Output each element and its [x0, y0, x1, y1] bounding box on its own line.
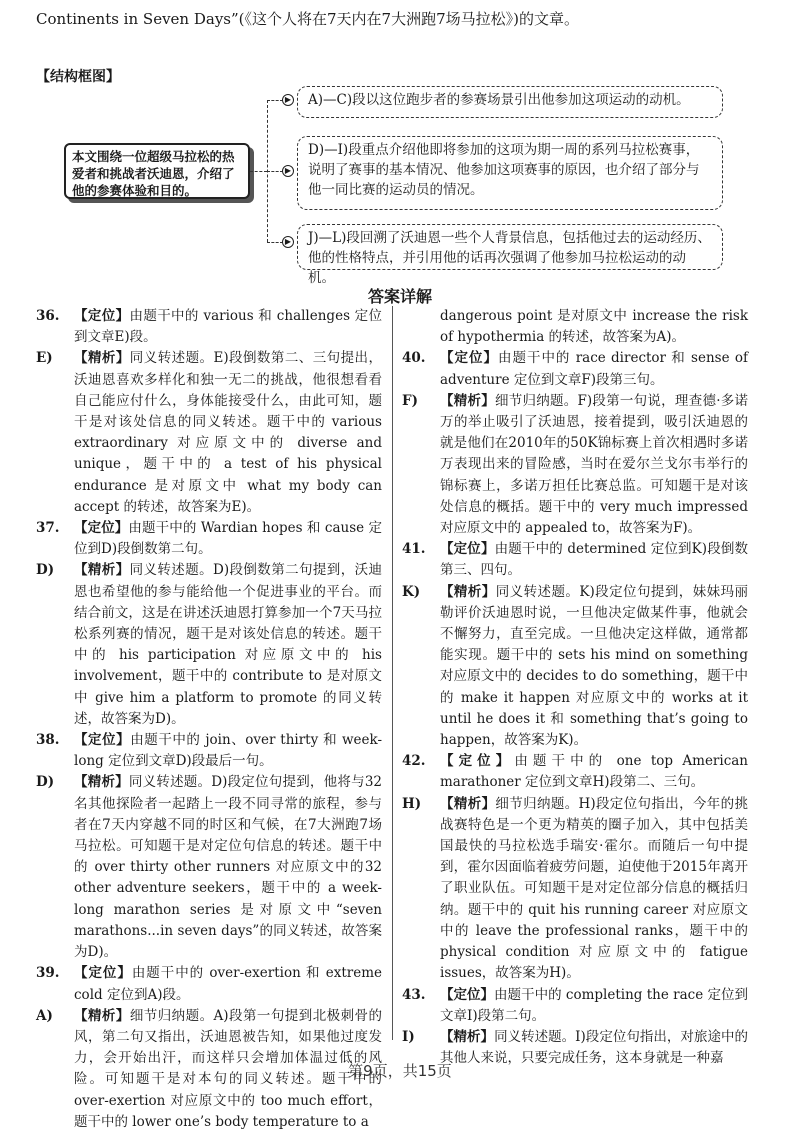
item-label: 43. — [402, 986, 426, 1003]
answer-item — [402, 751, 748, 793]
connector-branch-2 — [267, 171, 283, 172]
item-body: 由题干中的 completing the race 定位到文章I)段第二句。 — [440, 986, 749, 1024]
item-body: 同义转述题。K)段定位句提到，妹妹玛丽勒评价沃迪恩时说，一旦他决定做某件事，他就会不懈努力，直至完成。一旦他决定这样做，通常都能实现。题干中的 sets his mind on something 对应原文中的 decides to do something，题干中的 make it happen 对应原文中的 works at it until he does it 和 something that’s going to happen，故答案为K)。 — [440, 583, 749, 749]
answer-item — [36, 348, 382, 518]
answer-item — [36, 518, 382, 560]
structure-branch-1: A)—C)段以这位跑步者的参赛场景引出他参加这项运动的动机。 — [297, 86, 723, 118]
item-text — [440, 751, 748, 793]
item-tag: 【精析】 — [440, 1028, 495, 1045]
item-body: 由题干中的 determined 定位到K)段倒数第三、四句。 — [440, 541, 748, 579]
item-body: 由题干中的 one top American marathoner 定位到文章H)段第二、三句。 — [440, 753, 749, 791]
item-text — [440, 985, 748, 1027]
item-text — [440, 794, 748, 985]
structure-title: 【结构框图】 — [36, 69, 120, 85]
item-label: E) — [36, 350, 53, 367]
item-body: 同义转述题。E)段倒数第二、三句提出，沃迪恩喜欢多样化和独一无二的挑战，他很想看看自己能应付什么，身体能接受什么，由此可知，题干是对该处信息的同义转述。题干中的 various extraordinary 对应原文中的 diverse and unique，题干中的 a test of his physical endurance 是对原文中 what my body can accept 的转述，故答案为E)。 — [74, 350, 383, 515]
continuation-text: dangerous point 是对原文中 increase the risk of hypothermia 的转述，故答案为A)。 — [440, 308, 748, 346]
arrow-icon: ▶ — [282, 165, 294, 177]
item-tag: 【定位】 — [440, 541, 495, 558]
item-tag: 【精析】 — [440, 795, 496, 812]
item-text — [74, 772, 382, 963]
answer-item — [402, 348, 748, 390]
item-body: 细节归纳题。A)段第一句提到北极刺骨的风，第二句又指出，沃迪恩被告知，如果他过度发力，会开始出汗，而这样只会增加体温过低的风险。可知题干是对本句的同义转述。题干中的 over-exertion 对应原文中的 too much effort，题干中的 lower one’s body temperature to a — [74, 1007, 383, 1130]
item-label: 37. — [36, 520, 60, 537]
item-label: A) — [36, 1007, 53, 1024]
item-label: 41. — [402, 541, 426, 558]
item-tag: 【定位】 — [74, 308, 130, 324]
answer-item — [402, 794, 748, 985]
item-text — [440, 348, 748, 390]
item-body: 由题干中的 over-exertion 和 extreme cold 定位到A)段。 — [74, 965, 382, 1003]
structure-center-box: 本文围绕一位超级马拉松的热爱者和挑战者沃迪恩，介绍了他的参赛体验和目的。 — [64, 143, 250, 199]
item-label: 40. — [402, 350, 426, 367]
item-body: 同义转述题。D)段定位句提到，他将与32名其他探险者一起踏上一段不同寻常的旅程，参与者在7天内穿越不同的时区和气候，在7大洲跑7场马拉松。可知题干是对定位句信息的转述。题干中的 over thirty other runners 对应原文中的32 other adventure seekers，题干中的 a week-long marathon series 是对原文中“seven marathons...in seven days”的同义转述，故答案为D)。 — [74, 774, 382, 961]
item-tag: 【定位】 — [74, 965, 132, 982]
item-tag: 【精析】 — [440, 392, 496, 409]
item-tag: 【定位】 — [74, 732, 131, 749]
item-text — [74, 963, 382, 1005]
item-body: 由题干中的 join、over thirty 和 week-long 定位到文章D)段最后一句。 — [74, 732, 383, 770]
connector-branch-3 — [267, 242, 283, 243]
item-tag: 【定位】 — [440, 753, 515, 770]
item-text — [440, 582, 748, 752]
item-label: 42. — [402, 753, 426, 770]
item-tag: 【定位】 — [440, 986, 495, 1003]
item-tag: 【定位】 — [74, 520, 129, 537]
item-tag: 【精析】 — [440, 583, 496, 600]
connector-branch-1 — [267, 100, 283, 101]
answer-item — [402, 985, 748, 1027]
answer-item — [36, 772, 382, 963]
item-body: 由题干中的 Wardian hopes 和 cause 定位到D)段倒数第二句。 — [74, 520, 383, 558]
item-label: F) — [402, 392, 418, 409]
item-body: 细节归纳题。H)段定位句指出，今年的挑战赛特色是一个更为精英的圈子加入，其中包括美国最快的马拉松选手瑞安·霍尔。而随后一句中提到，霍尔因面临着疲劳问题，迫使他于2015年离开了职业队伍。可知题干是对定位部分信息的概括归纳。题干中的 quit his running career 对应原文中的 leave the professional ranks，题干中的 physical condition 对应原文中的 fatigue issues，故答案为H)。 — [440, 795, 748, 982]
answer-item — [36, 963, 382, 1005]
item-label: 38. — [36, 732, 60, 749]
item-tag: 【定位】 — [440, 350, 498, 367]
item-body: 由题干中的 various 和 challenges 定位到文章E)段。 — [74, 308, 383, 346]
intro-line: Continents in Seven Days”(《这个人将在7天内在7大洲跑7场马拉松》)的文章。 — [36, 10, 579, 28]
structure-branch-2: D)—I)段重点介绍他即将参加的这项为期一周的系列马拉松赛事，说明了赛事的基本情况、他参加这项赛事的原因，也介绍了部分与他一同比赛的运动员的情况。 — [297, 136, 723, 210]
item-text — [74, 730, 382, 772]
answers-title: 答案详解 — [367, 287, 432, 306]
arrow-icon: ▶ — [282, 94, 294, 106]
item-text — [74, 518, 382, 560]
left-column — [36, 306, 382, 1133]
answer-item — [402, 582, 748, 752]
item-label: I) — [402, 1028, 415, 1045]
item-tag: 【精析】 — [74, 350, 130, 367]
connector-center — [250, 171, 267, 172]
item-label: D) — [36, 562, 55, 579]
item-label: D) — [36, 774, 55, 791]
item-tag: 【精析】 — [74, 562, 130, 579]
item-label: H) — [402, 795, 422, 812]
item-text — [440, 391, 748, 539]
item-tag: 【精析】 — [74, 1007, 130, 1024]
item-text — [74, 348, 382, 518]
item-body: 由题干中的 race director 和 sense of adventure 定位到文章F)段第三句。 — [440, 350, 748, 388]
answer-item — [402, 539, 748, 581]
item-text — [74, 306, 382, 348]
item-tag: 【精析】 — [74, 774, 129, 791]
item-body: 细节归纳题。F)段第一句说，理查德·多诺万的举止吸引了沃迪恩，接着提到，吸引沃迪恩的就是他们在2010年的50K锦标赛上首次相遇时多诺万表现出来的冒险感，当时在爱尔兰戈尔韦举行的锦标赛上，多诺万担任比赛总监。可知题干是对该处信息的概括。题干中的 very much impressed 对应原文中的 appealed to，故答案为F)。 — [440, 392, 748, 537]
item-label: K) — [402, 583, 421, 600]
item-text — [440, 539, 748, 581]
item-text — [74, 560, 382, 730]
answer-item — [36, 560, 382, 730]
item-label: 39. — [36, 965, 60, 982]
right-column — [402, 306, 748, 1069]
arrow-icon: ▶ — [282, 236, 294, 248]
column-divider — [392, 306, 393, 1040]
item-body: 同义转述题。D)段倒数第二句提到，沃迪恩也希望他的参与能给他一个促进事业的平台。而结合前文，这是在讲述沃迪恩打算参加一个7天马拉松系列赛的情况，题干是对该处信息的转述。题干中的 his participation 对应原文中的 his involvement，题干中的 contribute to 是对原文中 give him a platform to promote 的同义转述，故答案为D)。 — [74, 562, 383, 727]
item-label: 36. — [36, 308, 60, 324]
answer-item — [36, 730, 382, 772]
answer-item — [402, 391, 748, 539]
answer-item — [36, 306, 382, 348]
page-footer: 第9页，共15页 — [348, 1062, 452, 1080]
item-body: 同义转述题。I)段定位句指出，对旅途中的其他人来说，只要完成任务，这本身就是一种嘉 — [440, 1028, 748, 1067]
structure-branch-3: J)—L)段回溯了沃迪恩一些个人背景信息，包括他过去的运动经历、他的性格特点，并引用他的话再次强调了他参加马拉松运动的动机。 — [297, 224, 723, 270]
